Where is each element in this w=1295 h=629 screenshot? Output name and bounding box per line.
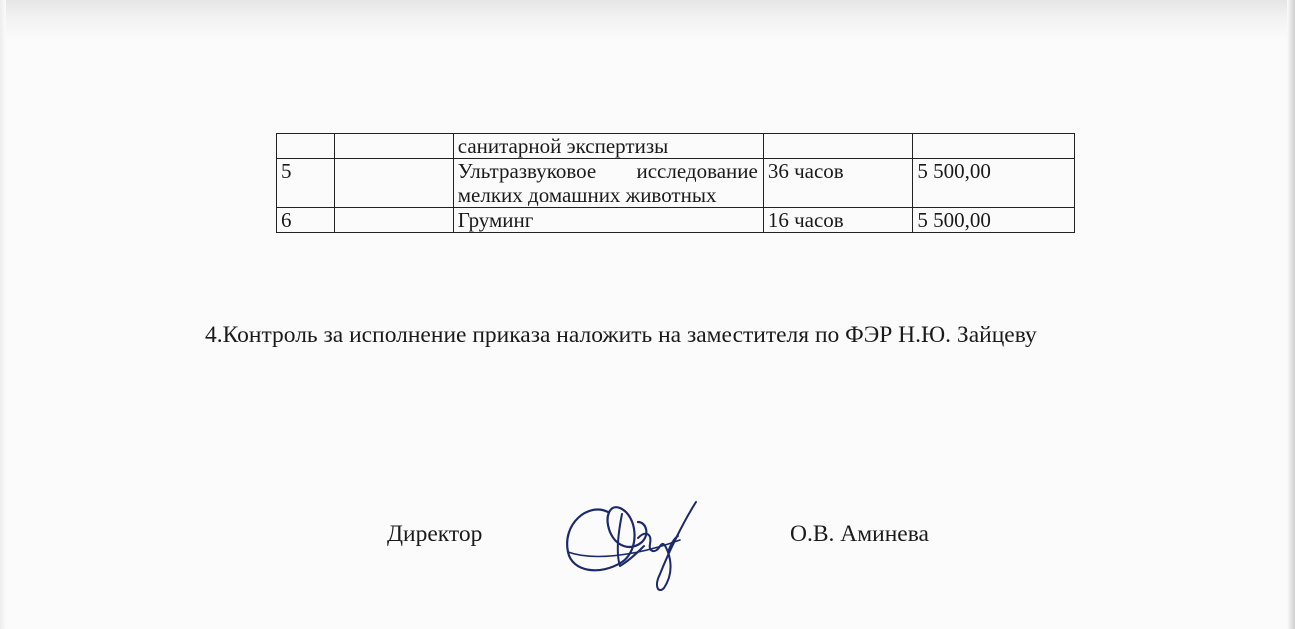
table-cell-number (277, 134, 335, 159)
table-row (277, 134, 1075, 159)
table-cell-hours (763, 134, 912, 159)
handwritten-signature (560, 494, 710, 594)
scan-top-shadow (0, 0, 1295, 40)
fee-table (276, 133, 1075, 233)
table-cell-price: 5 500,00 (913, 159, 1075, 208)
table-cell-hours: 36 часов (763, 159, 912, 208)
table-cell-service: Груминг (453, 208, 763, 233)
table-cell-service: Ультразвуковое исследование мелких домашних животных (453, 159, 763, 208)
table-cell-code (334, 134, 453, 159)
table-cell-price: 5 500,00 (913, 208, 1075, 233)
table-cell-code (334, 208, 453, 233)
table-cell-number: 6 (277, 208, 335, 233)
scan-right-edge (1287, 0, 1295, 629)
signatory-position: Директор (387, 521, 483, 547)
table-cell-number: 5 (277, 159, 335, 208)
table-cell-code (334, 159, 453, 208)
table-row (277, 208, 1075, 233)
table-row (277, 159, 1075, 208)
order-clause-4: 4.Контроль за исполнение приказа наложить на заместителя по ФЭР Н.Ю. Зайцеву (205, 322, 1037, 348)
table-cell-service: санитарной экспертизы (453, 134, 763, 159)
table-cell-price (913, 134, 1075, 159)
scan-left-edge (0, 0, 6, 629)
signatory-name: О.В. Аминева (790, 521, 929, 547)
table-cell-hours: 16 часов (763, 208, 912, 233)
